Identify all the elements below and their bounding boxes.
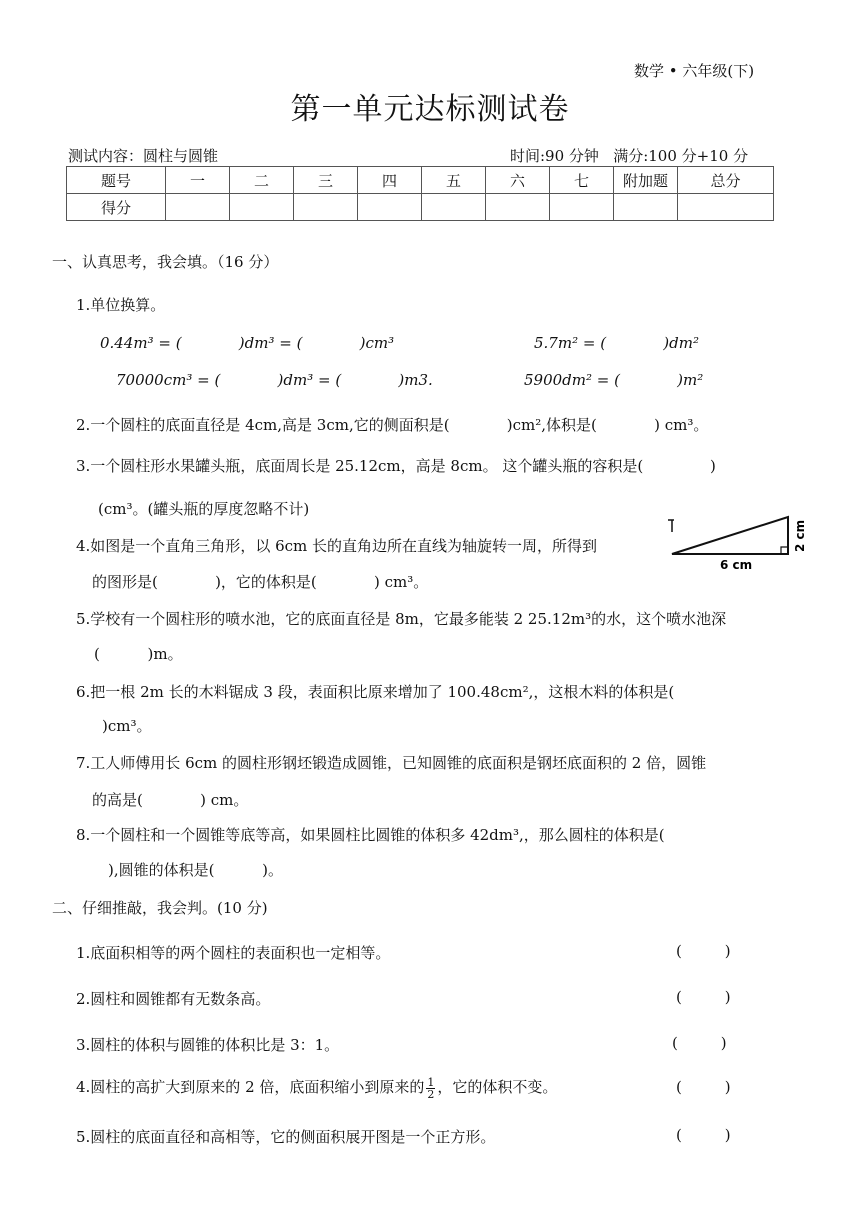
score-cell: 七 [550,167,614,194]
score-cell: 四 [358,167,422,194]
score-cell: 题号 [67,167,166,194]
answer-paren[interactable]: ( ) [676,1126,731,1144]
fraction-one-half [426,1077,435,1100]
section1-heading: 一、认真思考，我会填。（16 分） [52,253,279,271]
s2-q4-text-pre: 4.圆柱的高扩大到原来的 2 倍，底面积缩小到原来的 [76,1078,425,1096]
score-table [66,166,774,221]
s1-q1-line2-right: 5900dm² = ( )m² [524,371,704,389]
answer-paren[interactable]: ( ) [676,1078,731,1096]
score-cell: 五 [422,167,486,194]
s1-question-6-line2: )cm³。 [102,717,152,735]
score-table-header-row [67,167,774,194]
s1-q1-line2-left: 70000cm³ = ( )dm³ = ( )m3. [116,371,433,389]
s1-question-5-line1: 5.学校有一个圆柱形的喷水池，它的底面直径是 8m，它最多能装 2 25.12m³的水，这个喷水池深 [76,610,727,628]
s1-question-4-line1: 4.如图是一个直角三角形，以 6cm 长的直角边所在直线为轴旋转一周，所得到 [76,537,598,555]
page-title: 第一单元达标测试卷 [290,92,570,127]
answer-paren[interactable]: ( ) [676,988,731,1006]
s1-question-8-line2: ),圆锥的体积是( )。 [108,861,284,879]
figure-label-6cm: 6 cm [720,558,753,572]
score-input-cell[interactable] [166,194,230,221]
s2-question-3: 3.圆柱的体积与圆锥的体积比是 3：1。 [76,1036,340,1054]
score-cell: 六 [486,167,550,194]
score-input-cell[interactable] [358,194,422,221]
s2-q4-text-post: ，它的体积不变。 [437,1078,558,1096]
section2-heading: 二、仔细推敲，我会判。(10 分) [52,899,268,917]
figure-label-2cm: 2 cm [793,519,807,552]
s1-question-2: 2.一个圆柱的底面直径是 4cm,高是 3cm,它的侧面积是( )cm²,体积是( ) cm³。 [76,416,709,434]
score-cell: 二 [230,167,294,194]
score-cell: 一 [166,167,230,194]
score-input-cell[interactable] [550,194,614,221]
s1-q1-line1-right: 5.7m² = ( )dm² [534,334,699,352]
s1-question-1-title: 1.单位换算。 [76,296,166,314]
s1-question-3-line2: (cm³。(罐头瓶的厚度忽略不计) [98,500,310,518]
triangle-shape [672,517,788,554]
score-table-score-row [67,194,774,221]
s2-question-5: 5.圆柱的底面直径和高相等，它的侧面积展开图是一个正方形。 [76,1128,496,1146]
test-content-label: 测试内容：圆柱与圆锥 [68,147,219,165]
s2-question-2: 2.圆柱和圆锥都有无数条高。 [76,990,271,1008]
s1-question-5-line2: ( )m。 [94,645,183,663]
score-row-label: 得分 [67,194,166,221]
subject-grade-label: 数学 • 六年级(下) [634,62,755,80]
score-cell: 三 [294,167,358,194]
fraction-denominator: 2 [427,1087,435,1101]
score-input-cell[interactable] [294,194,358,221]
right-angle-mark [781,547,788,554]
s1-question-4-line2: 的图形是( )，它的体积是( ) cm³。 [92,573,429,591]
score-input-cell[interactable] [486,194,550,221]
s2-question-1: 1.底面积相等的两个圆柱的表面积也一定相等。 [76,944,391,962]
fraction-numerator: 1 [427,1075,435,1089]
answer-paren[interactable]: ( ) [672,1034,727,1052]
score-input-cell[interactable] [678,194,774,221]
s1-q1-line1-left: 0.44m³ = ( )dm³ = ( )cm³ [100,334,395,352]
score-input-cell[interactable] [614,194,678,221]
s1-question-7-line2: 的高是( ) cm。 [92,791,249,809]
answer-paren[interactable]: ( ) [676,942,731,960]
score-cell: 附加题 [614,167,678,194]
score-cell: 总分 [678,167,774,194]
time-score-label: 时间:90 分钟 满分:100 分+10 分 [510,147,749,165]
s1-question-3-line1: 3.一个圆柱形水果罐头瓶，底面周长是 25.12cm，高是 8cm。 这个罐头瓶的容积是( ) [76,457,716,475]
score-input-cell[interactable] [230,194,294,221]
s1-question-8-line1: 8.一个圆柱和一个圆锥等底等高，如果圆柱比圆锥的体积多 42dm³,，那么圆柱的体积是( [76,826,665,844]
s1-question-6-line1: 6.把一根 2m 长的木料锯成 3 段，表面积比原来增加了 100.48cm²,，这根木料的体积是( [76,683,675,701]
score-input-cell[interactable] [422,194,486,221]
s2-question-4 [76,1076,557,1100]
right-triangle-figure [662,514,812,574]
s1-question-7-line1: 7.工人师傅用长 6cm 的圆柱形钢坯锻造成圆锥，已知圆锥的底面积是钢坯底面积的 2 倍，圆锥 [76,754,707,772]
